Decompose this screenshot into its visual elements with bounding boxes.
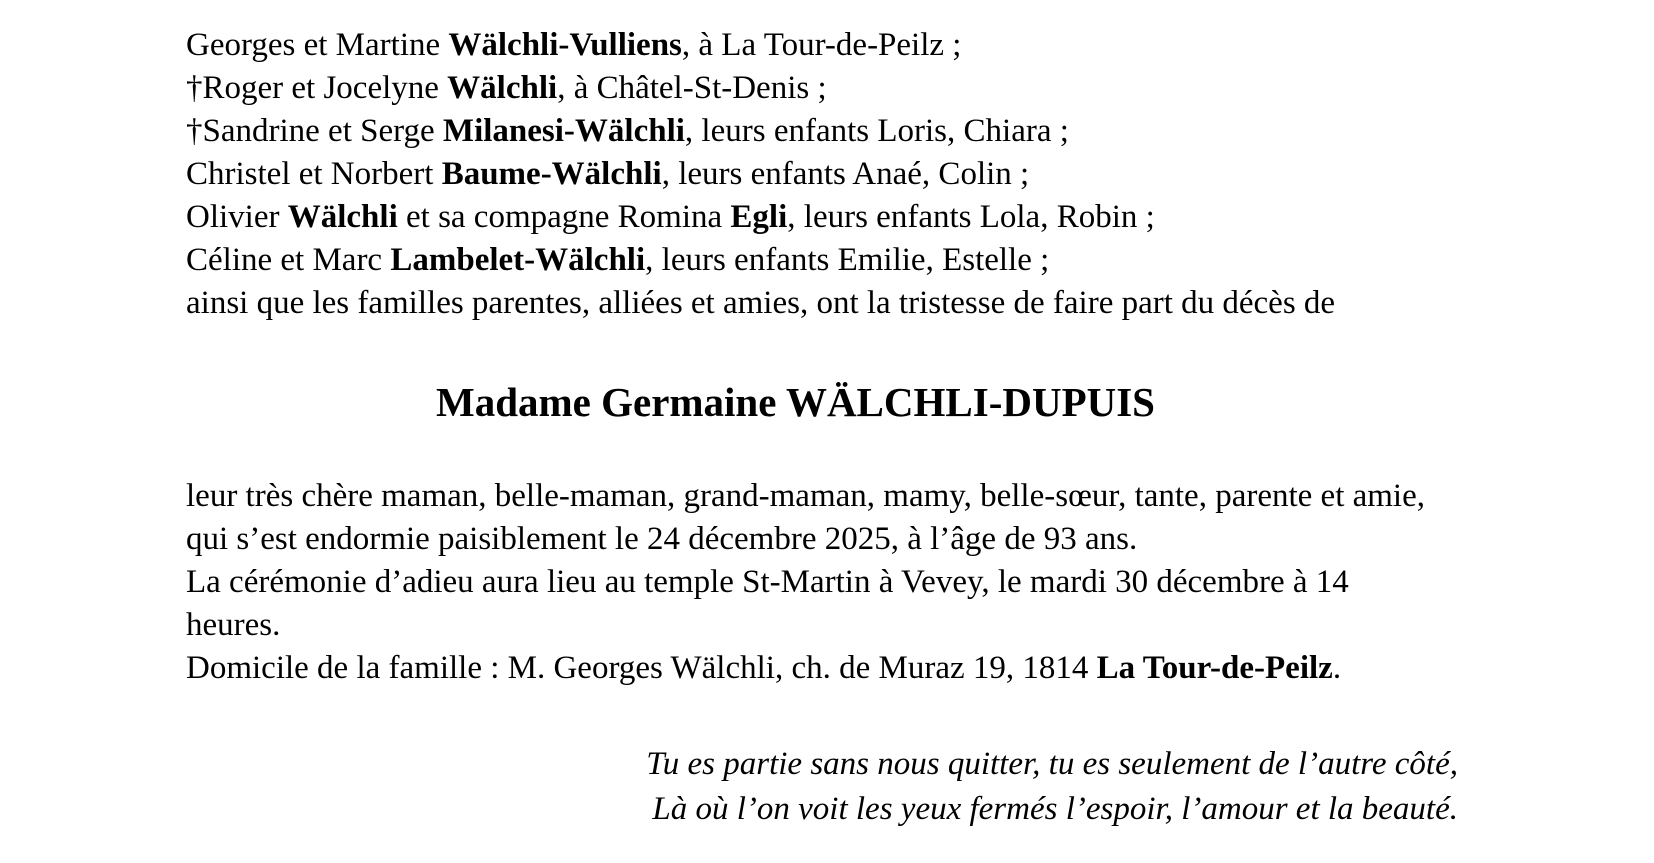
memorial-verse <box>186 742 1458 832</box>
announcement-line <box>186 475 1458 518</box>
text-segment: †Roger et Jocelyne <box>186 70 448 106</box>
family-line <box>186 282 1458 325</box>
family-line <box>186 67 1458 110</box>
bold-name-segment: Lambelet-Wälchli <box>390 242 646 278</box>
text-segment: , leurs enfants Anaé, Colin ; <box>661 156 1030 192</box>
text-segment: Domicile de la famille : M. Georges Wälchli, ch. de Muraz 19, 1814 <box>186 650 1097 686</box>
text-segment: †Sandrine et Serge <box>186 113 443 149</box>
text-segment: La cérémonie d’adieu aura lieu au temple St-Martin à Vevey, le mardi 30 décembre à 14 <box>186 564 1349 600</box>
text-segment: , leurs enfants Lola, Robin ; <box>787 199 1155 235</box>
text-segment: leur très chère maman, belle-maman, grand-maman, mamy, belle-sœur, tante, parente et amie, <box>186 478 1425 514</box>
announcement-line <box>186 604 1458 647</box>
text-segment: ainsi que les familles parentes, alliées et amies, ont la tristesse de faire part du décès de <box>186 285 1336 321</box>
deceased-name-title: Madame Germaine WÄLCHLI-DUPUIS <box>436 379 1155 425</box>
announcement-paragraph <box>186 475 1458 690</box>
announcement-line <box>186 647 1458 690</box>
family-line <box>186 110 1458 153</box>
text-segment: Olivier <box>186 199 288 235</box>
text-segment: , à Châtel-St-Denis ; <box>557 70 827 106</box>
text-segment: et sa compagne Romina <box>397 199 731 235</box>
bold-name-segment: Wälchli <box>287 199 398 235</box>
family-line <box>186 24 1458 67</box>
bold-name-segment: Milanesi-Wälchli <box>442 113 685 149</box>
text-segment: heures. <box>186 607 281 643</box>
bold-name-segment: Wälchli <box>447 70 558 106</box>
bold-name-segment: Wälchli-Vulliens <box>448 27 682 63</box>
text-segment: , leurs enfants Emilie, Estelle ; <box>645 242 1050 278</box>
bold-name-segment: Baume-Wälchli <box>441 156 662 192</box>
verse-line: Là où l’on voit les yeux fermés l’espoir, l’amour et la beauté. <box>652 791 1458 827</box>
bold-name-segment: Egli <box>730 199 788 235</box>
text-segment: , leurs enfants Loris, Chiara ; <box>684 113 1069 149</box>
text-segment: Céline et Marc <box>186 242 391 278</box>
announcement-line <box>186 561 1458 604</box>
text-segment: Georges et Martine <box>186 27 449 63</box>
text-segment: Christel et Norbert <box>186 156 442 192</box>
family-line <box>186 239 1458 282</box>
text-segment: qui s’est endormie paisiblement le 24 décembre 2025, à l’âge de 93 ans. <box>186 521 1138 557</box>
announcement-line <box>186 518 1458 561</box>
text-segment: , à La Tour-de-Peilz ; <box>681 27 962 63</box>
text-segment: . <box>1332 650 1342 686</box>
family-list <box>186 24 1458 325</box>
bold-name-segment: La Tour-de-Peilz <box>1096 650 1333 686</box>
family-line <box>186 153 1458 196</box>
family-line <box>186 196 1458 239</box>
verse-line: Tu es partie sans nous quitter, tu es seulement de l’autre côté, <box>646 746 1458 782</box>
